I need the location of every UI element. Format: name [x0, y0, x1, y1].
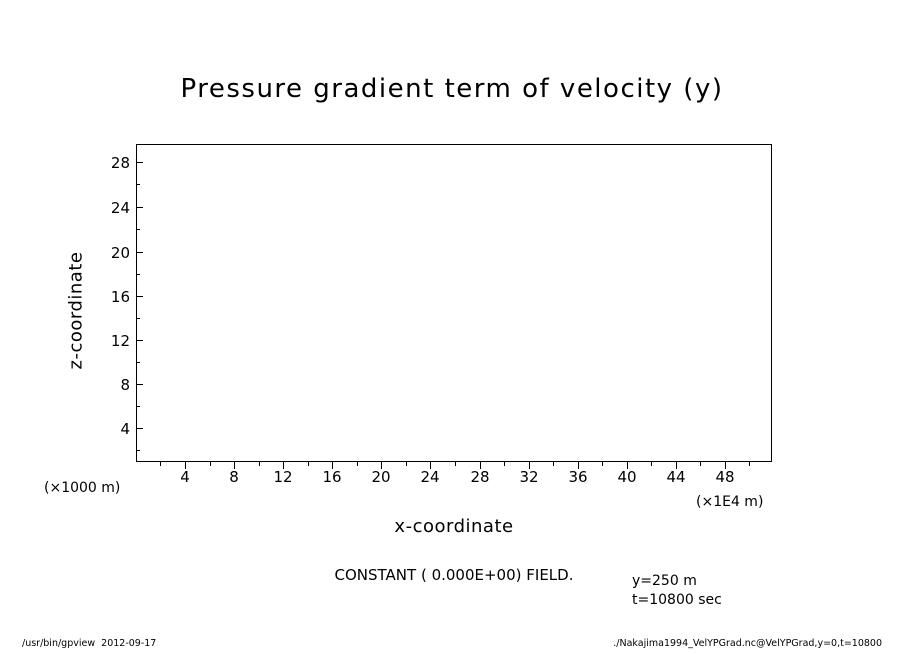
x-tick-label-36: 36: [568, 468, 588, 486]
y-minor-tick: [136, 318, 140, 319]
x-minor-tick: [651, 462, 652, 466]
plot-area: [136, 144, 772, 462]
y-minor-tick: [136, 450, 140, 451]
page-title: Pressure gradient term of velocity (y): [180, 74, 724, 104]
x-minor-tick: [259, 462, 260, 466]
x-tick-label-44: 44: [666, 468, 686, 486]
y-tick-8: [136, 384, 143, 385]
x-minor-tick: [210, 462, 211, 466]
y-minor-tick: [136, 184, 140, 185]
x-minor-tick: [504, 462, 505, 466]
x-tick-label-4: 4: [180, 468, 190, 486]
x-minor-tick: [160, 462, 161, 466]
x-tick-label-24: 24: [420, 468, 440, 486]
y-tick-12: [136, 340, 143, 341]
slice-annotation-block: [632, 572, 722, 610]
x-tick-label-20: 20: [371, 468, 391, 486]
slice-y-label: y=250 m: [632, 573, 697, 589]
x-tick-label-12: 12: [273, 468, 293, 486]
footer-left-text: /usr/bin/gpview 2012-09-17: [22, 638, 157, 649]
x-tick-label-40: 40: [617, 468, 637, 486]
x-minor-tick: [406, 462, 407, 466]
y-tick-label-16: 16: [110, 288, 130, 306]
y-minor-tick: [136, 362, 140, 363]
time-label: t=10800 sec: [632, 592, 722, 608]
x-tick-label-48: 48: [715, 468, 735, 486]
y-tick-4: [136, 428, 143, 429]
x-tick-label-8: 8: [229, 468, 239, 486]
x-tick-label-28: 28: [470, 468, 490, 486]
y-tick-20: [136, 252, 143, 253]
y-minor-tick: [136, 406, 140, 407]
constant-field-note: CONSTANT ( 0.000E+00) FIELD.: [334, 566, 574, 584]
y-minor-tick: [136, 274, 140, 275]
y-tick-label-20: 20: [110, 244, 130, 262]
y-minor-tick: [136, 229, 140, 230]
y-axis-unit: (×1000 m): [44, 480, 121, 496]
y-tick-24: [136, 207, 143, 208]
x-minor-tick: [455, 462, 456, 466]
x-minor-tick: [357, 462, 358, 466]
y-tick-28: [136, 162, 143, 163]
y-tick-16: [136, 296, 143, 297]
y-tick-label-12: 12: [110, 332, 130, 350]
y-tick-label-24: 24: [110, 199, 130, 217]
x-minor-tick: [749, 462, 750, 466]
x-minor-tick: [308, 462, 309, 466]
y-tick-label-4: 4: [120, 420, 130, 438]
x-minor-tick: [602, 462, 603, 466]
x-axis-title: x-coordinate: [394, 516, 514, 537]
y-tick-label-28: 28: [110, 154, 130, 172]
footer-right-text: ./Nakajima1994_VelYPGrad.nc@VelYPGrad,y=0,t=10800: [613, 638, 882, 649]
x-tick-label-16: 16: [322, 468, 342, 486]
x-tick-label-32: 32: [519, 468, 539, 486]
y-axis-title: z-coordinate: [65, 251, 87, 370]
x-minor-tick: [700, 462, 701, 466]
y-tick-label-8: 8: [120, 376, 130, 394]
x-axis-unit: (×1E4 m): [696, 494, 764, 510]
x-minor-tick: [553, 462, 554, 466]
